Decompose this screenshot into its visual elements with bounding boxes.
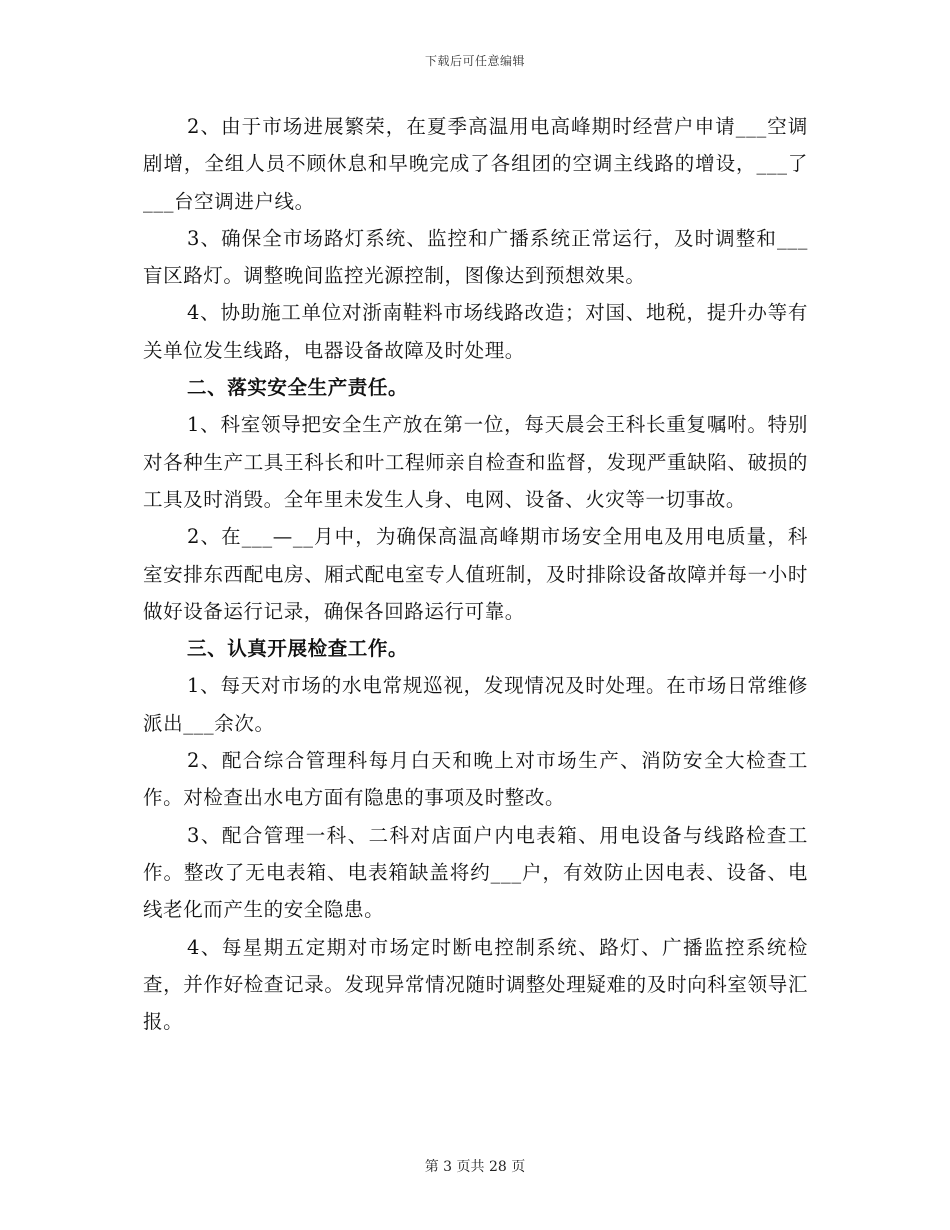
section-heading: 三、认真开展检查工作。: [187, 637, 409, 661]
document-body: [143, 108, 808, 1040]
paragraph: 3、确保全市场路灯系统、监控和广播系统正常运行，及时调整和___盲区路灯。调整晚间监控光源控制，图像达到预想效果。: [143, 226, 808, 288]
page-header: 下载后可任意编辑: [424, 54, 525, 68]
paragraph: 1、科室领导把安全生产放在第一位，每天晨会王科长重复嘱咐。特别对各种生产工具王科长和叶工程师亲自检查和监督，发现严重缺陷、破损的工具及时消毁。全年里未发生人身、电网、设备、火灾等一切事故。: [143, 413, 808, 511]
paragraph: 2、配合综合管理科每月白天和晚上对市场生产、消防安全大检查工作。对检查出水电方面有隐患的事项及时整改。: [143, 749, 808, 810]
paragraph: 3、配合管理一科、二科对店面户内电表箱、用电设备与线路检查工作。整改了无电表箱、电表箱缺盖将约___户，有效防止因电表、设备、电线老化而产生的安全隐患。: [143, 823, 808, 922]
paragraph: 1、每天对市场的水电常规巡视，发现情况及时处理。在市场日常维修派出___余次。: [143, 674, 808, 735]
section-heading: 二、落实安全生产责任。: [187, 376, 409, 400]
page-footer: 第 3 页共 28 页: [424, 1159, 526, 1175]
paragraph: 2、由于市场进展繁荣，在夏季高温用电高峰期时经营户申请___空调剧增，全组人员不顾休息和早晚完成了各组团的空调主线路的增设，___了___台空调进户线。: [143, 115, 808, 213]
paragraph: 2、在___—__月中，为确保高温高峰期市场安全用电及用电质量，科室安排东西配电房、厢式配电室专人值班制，及时排除设备故障并每一小时做好设备运行记录，确保各回路运行可靠。: [143, 525, 808, 623]
paragraph: 4、每星期五定期对市场定时断电控制系统、路灯、广播监控系统检查，并作好检查记录。发现异常情况随时调整处理疑难的及时向科室领导汇报。: [143, 935, 808, 1034]
paragraph: 4、协助施工单位对浙南鞋料市场线路改造；对国、地税，提升办等有关单位发生线路，电器设备故障及时处理。: [143, 301, 808, 362]
